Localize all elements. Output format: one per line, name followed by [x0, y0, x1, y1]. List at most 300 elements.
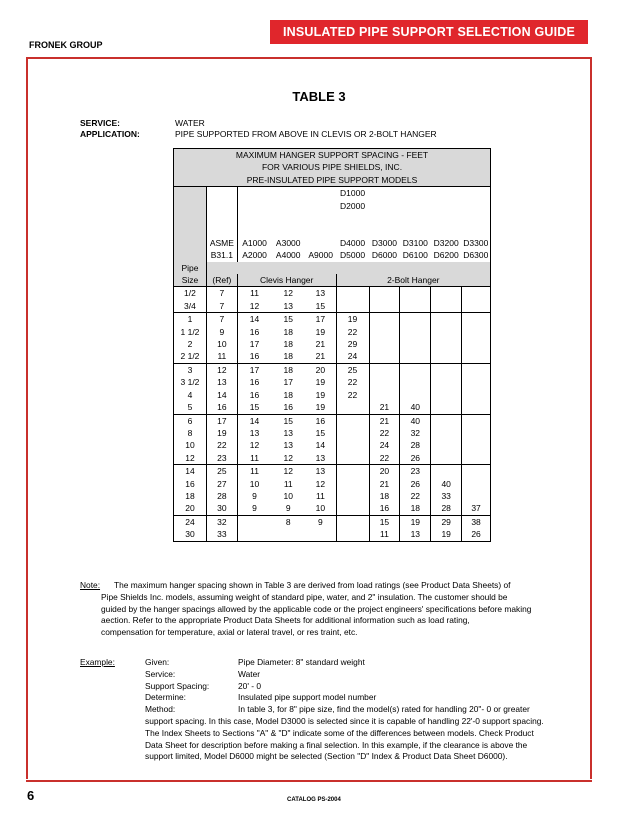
table-row [174, 528, 491, 541]
spacing-value: 16 [305, 414, 336, 427]
table-cell [462, 187, 491, 200]
spacing-value: 16 [249, 326, 260, 337]
column-header-d-models: D2000 [336, 200, 369, 212]
table-row [174, 401, 491, 414]
spacing-value [369, 376, 400, 388]
spacing-value [462, 490, 491, 502]
column-header-d-models [336, 224, 369, 236]
spacing-value: 13 [283, 427, 293, 438]
table-row [174, 212, 491, 224]
spacing-value [336, 287, 369, 300]
table-row [174, 439, 491, 451]
spacing-value [462, 313, 491, 326]
table-title: TABLE 3 [292, 89, 346, 104]
spacing-value: 19 [400, 515, 431, 528]
pipe-size-cell: 8 [174, 427, 207, 439]
spacing-value: 29 [431, 515, 462, 528]
spacing-value: 14 [237, 414, 271, 427]
spacing-value: 21 [369, 414, 400, 427]
pipe-size-cell: 4 [174, 389, 207, 401]
spacing-value: 16 [283, 402, 293, 413]
pipe-size-cell: 5 [174, 401, 207, 414]
example-key: Support Spacing: [145, 680, 210, 691]
table-cell [271, 212, 305, 224]
column-header: A1000 [237, 237, 271, 249]
spacing-value [237, 515, 271, 528]
table-row [174, 287, 491, 300]
column-header: D3100 [400, 237, 431, 249]
table-cell [462, 212, 491, 224]
spacing-value [431, 338, 462, 350]
spacing-value [431, 465, 462, 478]
spacing-value [369, 300, 400, 313]
example-value: Pipe Diameter: 8" standard weight [238, 657, 365, 667]
example-line: support limited, Model D6000 might be selected (Section "D" Index & Product Data Sheet D6000). [145, 751, 508, 762]
spacing-value [462, 338, 491, 350]
ref-label: (Ref) [206, 274, 237, 287]
spacing-value [369, 389, 400, 401]
spacing-value [431, 452, 462, 465]
clevis-hanger-label: Clevis Hanger [237, 274, 336, 287]
spacing-value: 19 [305, 401, 336, 414]
table-row [174, 363, 491, 376]
application-label: APPLICATION: [80, 129, 140, 139]
table-cell [305, 224, 336, 236]
table-cell [400, 224, 431, 236]
catalog-label: CATALOG PS-2004 [287, 797, 341, 803]
spacing-value [431, 389, 462, 401]
table-cell [431, 200, 462, 212]
spacing-value: 28 [206, 490, 237, 502]
spacing-value [462, 389, 491, 401]
spacing-value: 33 [431, 490, 462, 502]
spacing-value [336, 439, 369, 451]
spacing-value [462, 376, 491, 388]
note-label: Note: [80, 580, 101, 590]
column-header [305, 237, 336, 249]
column-header: D3300 [462, 237, 491, 249]
example-value: In table 3, for 8" pipe size, find the model(s) rated for handling 20"- 0 or greater [238, 704, 530, 715]
spacing-value [400, 326, 431, 338]
spacing-value: 28 [431, 502, 462, 515]
spacing-value: 11 [206, 350, 237, 363]
spacing-value [431, 313, 462, 326]
spacing-value [400, 350, 431, 363]
spacing-value: 26 [400, 452, 431, 465]
column-header: A2000 [237, 249, 271, 261]
spacing-value: 18 [271, 363, 305, 376]
spacing-value [462, 452, 491, 465]
spacing-value [336, 515, 369, 528]
company-name: FRONEK GROUP [29, 40, 103, 50]
spacing-value: 16 [206, 401, 237, 414]
spacing-value: 26 [462, 528, 491, 541]
spacing-value: 40 [400, 414, 431, 427]
spacing-value: 13 [305, 452, 336, 465]
table-row [174, 149, 491, 162]
table-row [174, 313, 491, 326]
spacing-value: 30 [206, 502, 237, 515]
spacing-value: 22 [400, 490, 431, 502]
spacing-value: 22 [336, 389, 369, 401]
service-label: SERVICE: [80, 118, 120, 128]
footer-divider [26, 780, 592, 782]
table-cell [462, 200, 491, 212]
column-header: A4000 [271, 249, 305, 261]
spacing-value [431, 414, 462, 427]
pipe-size-cell: 24 [174, 515, 207, 528]
table-row [174, 389, 491, 401]
spacing-value [431, 427, 462, 439]
table-cell [369, 224, 400, 236]
column-header: D6000 [369, 249, 400, 261]
example-value: Water [238, 668, 261, 679]
spacing-value: 13 [283, 300, 293, 311]
spacing-value: 15 [369, 515, 400, 528]
table-row [174, 237, 491, 249]
table-row [174, 350, 491, 363]
spacing-value [462, 439, 491, 451]
spacing-value: 12 [305, 478, 336, 490]
spacing-value: 7 [206, 313, 237, 326]
spacing-value [336, 528, 369, 541]
spacing-value: 28 [400, 439, 431, 451]
table-row [174, 490, 491, 502]
spacing-value: 20 [369, 465, 400, 478]
spacing-table [173, 148, 491, 542]
table-cell [271, 200, 305, 212]
spacing-value [336, 478, 369, 490]
spacing-value: 11 [305, 490, 336, 502]
table-row [174, 465, 491, 478]
spacing-value [400, 338, 431, 350]
table-cell [271, 224, 305, 236]
spacing-value: 21 [305, 350, 336, 363]
column-header: D5000 [336, 249, 369, 261]
table-cell [462, 224, 491, 236]
spacing-value [462, 363, 491, 376]
spacing-value [237, 528, 271, 541]
pipe-size-cell: 12 [174, 452, 207, 465]
spacing-value [431, 439, 462, 451]
spacing-value: 11 [237, 465, 271, 478]
note-line: guided by the hanger spacings allowed by the applicable code or the project engineers' specifications before making [101, 603, 532, 614]
table-header-line: FOR VARIOUS PIPE SHIELDS, INC. [174, 161, 491, 173]
spacing-value [369, 350, 400, 363]
spacing-value: 12 [249, 440, 260, 451]
table-row [174, 376, 491, 388]
spacing-value: 22 [369, 427, 400, 439]
example-key: Method: [145, 704, 176, 715]
spacing-value: 18 [283, 339, 293, 350]
spacing-value: 19 [206, 427, 237, 439]
table-row [174, 515, 491, 528]
table-cell [237, 187, 271, 200]
pipe-size-cell: 1 [174, 313, 207, 326]
column-header: D6100 [400, 249, 431, 261]
column-header: A3000 [271, 237, 305, 249]
example-line: support spacing. In this case, Model D3000 is selected since it is capable of handling 22'-0 support spacing. [145, 716, 544, 726]
spacing-value: 21 [369, 478, 400, 490]
pipe-label: Size [174, 274, 207, 287]
spacing-value [400, 313, 431, 326]
table-row [174, 161, 491, 173]
column-header: D4000 [336, 237, 369, 249]
pipe-size-cell: 2 1/2 [174, 350, 207, 363]
spacing-value [462, 350, 491, 363]
pipe-size-cell: 2 [174, 338, 207, 350]
table-cell [271, 187, 305, 200]
spacing-value: 15 [305, 427, 336, 439]
table-cell [431, 187, 462, 200]
example-label: Example: [80, 657, 115, 667]
spacing-value: 12 [249, 300, 260, 311]
spacing-value: 29 [336, 338, 369, 350]
spacing-value: 22 [369, 452, 400, 465]
table-cell [237, 212, 271, 224]
spacing-value: 40 [400, 401, 431, 414]
pipe-size-cell: 14 [174, 465, 207, 478]
spacing-value: 13 [400, 528, 431, 541]
spacing-value: 18 [369, 490, 400, 502]
spacing-value [400, 287, 431, 300]
table-row [174, 300, 491, 313]
column-header: D3200 [431, 237, 462, 249]
table-row [174, 187, 491, 200]
example-key: Service: [145, 668, 176, 679]
spacing-value: 13 [283, 440, 293, 451]
spacing-value [431, 401, 462, 414]
table-cell [369, 200, 400, 212]
table-cell [206, 262, 490, 274]
pipe-size-cell: 18 [174, 490, 207, 502]
spacing-value [431, 376, 462, 388]
spacing-value: 19 [305, 389, 336, 401]
note-line: compensation for temperature, axial or lateral travel, or res traint, etc. [101, 627, 358, 638]
spacing-value [462, 287, 491, 300]
column-header-d-models: D1000 [336, 187, 369, 200]
example-line: The Index Sheets to Sections "A" & "D" indicate some of the differences between models. Check Product [145, 727, 534, 738]
table-row [174, 274, 491, 287]
column-header: ASME [206, 237, 237, 249]
table-row [174, 174, 491, 187]
spacing-value: 16 [249, 351, 260, 362]
table-row [174, 427, 491, 439]
table-cell [237, 200, 271, 212]
service-value: WATER [175, 118, 205, 128]
spacing-value: 21 [305, 338, 336, 350]
spacing-value: 11 [250, 452, 259, 463]
pipe-size-cell: 16 [174, 478, 207, 490]
spacing-value: 22 [336, 326, 369, 338]
spacing-value: 32 [400, 427, 431, 439]
guide-title-banner: INSULATED PIPE SUPPORT SELECTION GUIDE [270, 20, 588, 44]
table-cell [206, 224, 237, 236]
spacing-value: 37 [462, 502, 491, 515]
spacing-value: 17 [206, 414, 237, 427]
spacing-value [400, 376, 431, 388]
table-header-line: PRE-INSULATED PIPE SUPPORT MODELS [174, 174, 491, 187]
spacing-value: 38 [462, 515, 491, 528]
spacing-value: 17 [249, 339, 260, 350]
spacing-value: 14 [305, 439, 336, 451]
example-line: Data Sheet for description before making a final selection. In this example, if the clearance is above the [145, 739, 528, 750]
spacing-value: 10 [206, 338, 237, 350]
spacing-value: 12 [206, 363, 237, 376]
note-line: aection. Refer to the appropriate Product Data Sheets for additional information such as load rating, [101, 615, 470, 626]
spacing-value: 32 [206, 515, 237, 528]
spacing-value: 10 [305, 502, 336, 515]
spacing-value [369, 363, 400, 376]
spacing-value [462, 300, 491, 313]
table-row [174, 262, 491, 274]
table-cell [431, 212, 462, 224]
spacing-value: 24 [369, 439, 400, 451]
spacing-value: 9 [252, 503, 257, 514]
spacing-value: 11 [369, 528, 400, 541]
table-cell [400, 200, 431, 212]
spacing-value: 15 [305, 300, 336, 313]
spacing-value: 15 [271, 414, 305, 427]
spacing-value [400, 389, 431, 401]
pipe-size-cell: 3 1/2 [174, 376, 207, 388]
spacing-value: 19 [431, 528, 462, 541]
spacing-value: 17 [237, 363, 271, 376]
spacing-value: 8 [271, 515, 305, 528]
spacing-value: 9 [285, 503, 291, 514]
application-value: PIPE SUPPORTED FROM ABOVE IN CLEVIS OR 2-BOLT HANGER [175, 129, 437, 139]
pipe-label: Pipe [174, 262, 207, 274]
spacing-value [431, 300, 462, 313]
spacing-value: 9 [206, 326, 237, 338]
spacing-value [336, 300, 369, 313]
table-row [174, 338, 491, 350]
column-header: D3000 [369, 237, 400, 249]
note-line: The maximum hanger spacing shown in Table 3 are derived from load ratings (see Product Data Sheets) of [114, 580, 511, 590]
table-row [174, 224, 491, 236]
spacing-value [271, 528, 305, 541]
table-cell [206, 200, 237, 212]
table-cell [305, 212, 336, 224]
spacing-value: 25 [336, 363, 369, 376]
spacing-value [462, 478, 491, 490]
spacing-value: 18 [400, 502, 431, 515]
spacing-value: 14 [206, 389, 237, 401]
spacing-value: 26 [400, 478, 431, 490]
spacing-value: 11 [283, 478, 293, 489]
spacing-value: 16 [369, 502, 400, 515]
spacing-value [369, 338, 400, 350]
spacing-value: 13 [305, 287, 336, 300]
spacing-value [431, 326, 462, 338]
spacing-value: 17 [283, 377, 293, 388]
spacing-value [305, 528, 336, 541]
spacing-value: 7 [206, 287, 237, 300]
spacing-value [431, 287, 462, 300]
spacing-value: 22 [206, 439, 237, 451]
spacing-value [462, 326, 491, 338]
spacing-value: 18 [283, 326, 293, 337]
table-cell [305, 187, 336, 200]
table-cell [369, 212, 400, 224]
spacing-value: 10 [249, 478, 260, 489]
spacing-value: 9 [252, 490, 257, 501]
spacing-value [336, 452, 369, 465]
note-line: Pipe Shields Inc. models, assuming weight of standard pipe, water, and 2" insulation. The customer should be [101, 591, 508, 602]
spacing-value: 19 [305, 326, 336, 338]
column-header: B31.1 [206, 249, 237, 261]
table-header-line: MAXIMUM HANGER SUPPORT SPACING - FEET [174, 149, 491, 162]
spacing-value: 18 [283, 351, 293, 362]
table-row [174, 452, 491, 465]
spacing-value [369, 326, 400, 338]
spacing-value [336, 414, 369, 427]
spacing-value [462, 465, 491, 478]
spacing-value: 12 [271, 465, 305, 478]
spacing-value: 23 [206, 452, 237, 465]
column-header: A9000 [305, 249, 336, 261]
table-row [174, 502, 491, 515]
table-row [174, 326, 491, 338]
spacing-value [462, 401, 491, 414]
spacing-value: 33 [206, 528, 237, 541]
spacing-value [369, 287, 400, 300]
spacing-value [336, 502, 369, 515]
table-cell [237, 224, 271, 236]
spacing-value: 20 [305, 363, 336, 376]
table-row [174, 200, 491, 212]
pipe-size-cell: 1/2 [174, 287, 207, 300]
spacing-value: 12 [283, 452, 293, 463]
table-row [174, 249, 491, 261]
spacing-value: 13 [206, 376, 237, 388]
pipe-size-cell: 1 1/2 [174, 326, 207, 338]
example-key: Determine: [145, 692, 186, 703]
spacing-value [336, 490, 369, 502]
pipe-size-header [174, 187, 207, 262]
example-key: Given: [145, 657, 170, 667]
column-header: D6200 [431, 249, 462, 261]
example-value: Insulated pipe support model number [238, 692, 377, 703]
spacing-value: 16 [249, 389, 260, 400]
pipe-size-cell: 3/4 [174, 300, 207, 313]
spacing-value: 16 [249, 377, 260, 388]
table-cell [369, 187, 400, 200]
spacing-value: 12 [271, 287, 305, 300]
table-row [174, 414, 491, 427]
table-cell [305, 200, 336, 212]
pipe-size-cell: 3 [174, 363, 207, 376]
spacing-value: 23 [400, 465, 431, 478]
spacing-value [462, 427, 491, 439]
spacing-value: 19 [305, 376, 336, 388]
table-cell [206, 187, 237, 200]
example-value: 20' - 0 [238, 680, 262, 691]
spacing-value [431, 363, 462, 376]
spacing-value [336, 401, 369, 414]
spacing-value: 17 [305, 313, 336, 326]
spacing-value: 10 [283, 490, 293, 501]
spacing-value: 22 [336, 376, 369, 388]
spacing-value: 27 [206, 478, 237, 490]
spacing-value: 7 [206, 300, 237, 313]
spacing-value: 21 [369, 401, 400, 414]
spacing-value [336, 427, 369, 439]
spacing-value: 40 [431, 478, 462, 490]
spacing-value [369, 313, 400, 326]
pipe-size-cell: 6 [174, 414, 207, 427]
spacing-value [462, 414, 491, 427]
